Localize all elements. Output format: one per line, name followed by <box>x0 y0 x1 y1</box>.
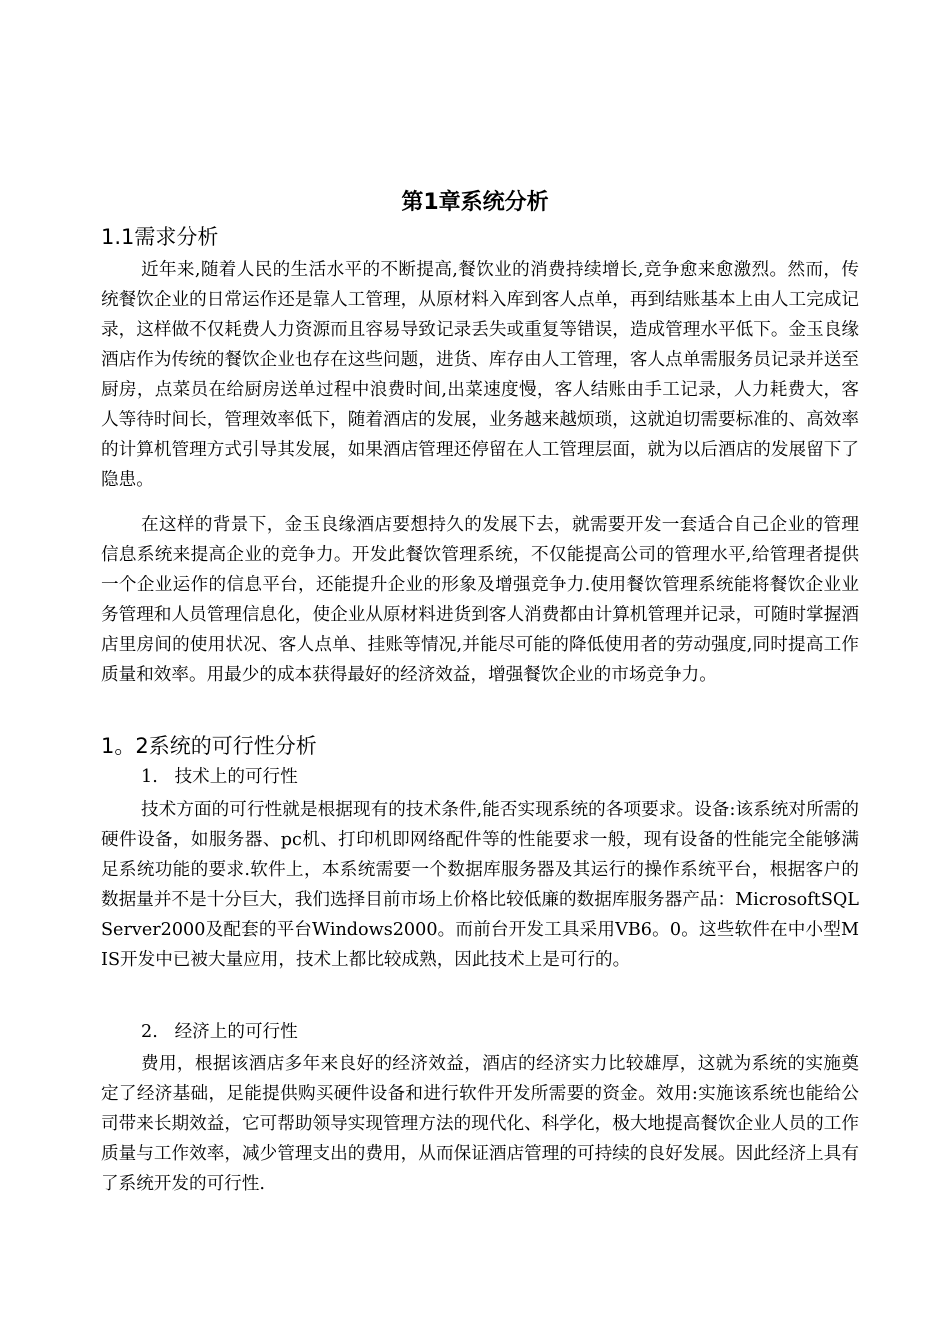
paragraph-technical: 技术方面的可行性就是根据现有的技术条件,能否实现系统的各项要求。设备:该系统对所需的硬件设备，如服务器、pc机、打印机即网络配件等的性能要求一般，现有设备的性能完全能够满足系统功能的要求.软件上，本系统需要一个数据库服务器及其运行的操作系统平台，根据客户的数据量并不是十分巨大，我们选择目前市场上价格比较低廉的数据库服务器产品：MicrosoftSQLServer2000及配套的平台Windows2000。而前台开发工具采用VB6。0。这些软件在中小型MIS开发中已被大量应用，技术上都比较成熟，因此技术上是可行的。 <box>101 800 859 970</box>
chapter-title: 第1章系统分析 <box>401 190 549 215</box>
paragraph-economic: 费用，根据该酒店多年来良好的经济效益，酒店的经济实力比较雄厚，这就为系统的实施奠定了经济基础，足能提供购买硬件设备和进行软件开发所需要的资金。效用:实施该系统也能给公司带来长期效益，它可帮助领导实现管理方法的现代化、科学化，极大地提高餐饮企业人员的工作质量与工作效率，减少管理支出的费用，从而保证酒店管理的可持续的良好发展。因此经济上具有了系统开发的可行性. <box>101 1054 859 1194</box>
section-heading-1-2: 1。2系统的可行性分析 <box>101 734 317 758</box>
list-item-technical: 1. 技术上的可行性 <box>141 767 298 787</box>
paragraph-1-1-a: 近年来,随着人民的生活水平的不断提高,餐饮业的消费持续增长,竞争愈来愈激烈。然而，传统餐饮企业的日常运作还是靠人工管理，从原材料入库到客人点单，再到结账基本上由人工完成记录，这样做不仅耗费人力资源而且容易导致记录丢失或重复等错误，造成管理水平低下。金玉良缘酒店作为传统的餐饮企业也存在这些问题，进货、库存由人工管理，客人点单需服务员记录并送至厨房，点菜员在给厨房送单过程中浪费时间,出菜速度慢，客人结账由手工记录，人力耗费大，客人等待时间长，管理效率低下，随着酒店的发展，业务越来越烦琐，这就迫切需要标准的、高效率的计算机管理方式引导其发展，如果酒店管理还停留在人工管理层面，就为以后酒店的发展留下了隐患。 <box>101 260 859 490</box>
paragraph-1-1-b: 在这样的背景下，金玉良缘酒店要想持久的发展下去，就需要开发一套适合自己企业的管理信息系统来提高企业的竞争力。开发此餐饮管理系统，不仅能提高公司的管理水平,给管理者提供一个企业运作的信息平台，还能提升企业的形象及增强竞争力.使用餐饮管理系统能将餐饮企业业务管理和人员管理信息化，使企业从原材料进货到客人消费都由计算机管理并记录，可随时掌握酒店里房间的使用状况、客人点单、挂账等情况,并能尽可能的降低使用者的劳动强度,同时提高工作质量和效率。用最少的成本获得最好的经济效益，增强餐饮企业的市场竞争力。 <box>101 515 859 685</box>
section-heading-1-1: 1.1需求分析 <box>101 225 219 249</box>
list-item-economic: 2. 经济上的可行性 <box>141 1022 298 1042</box>
